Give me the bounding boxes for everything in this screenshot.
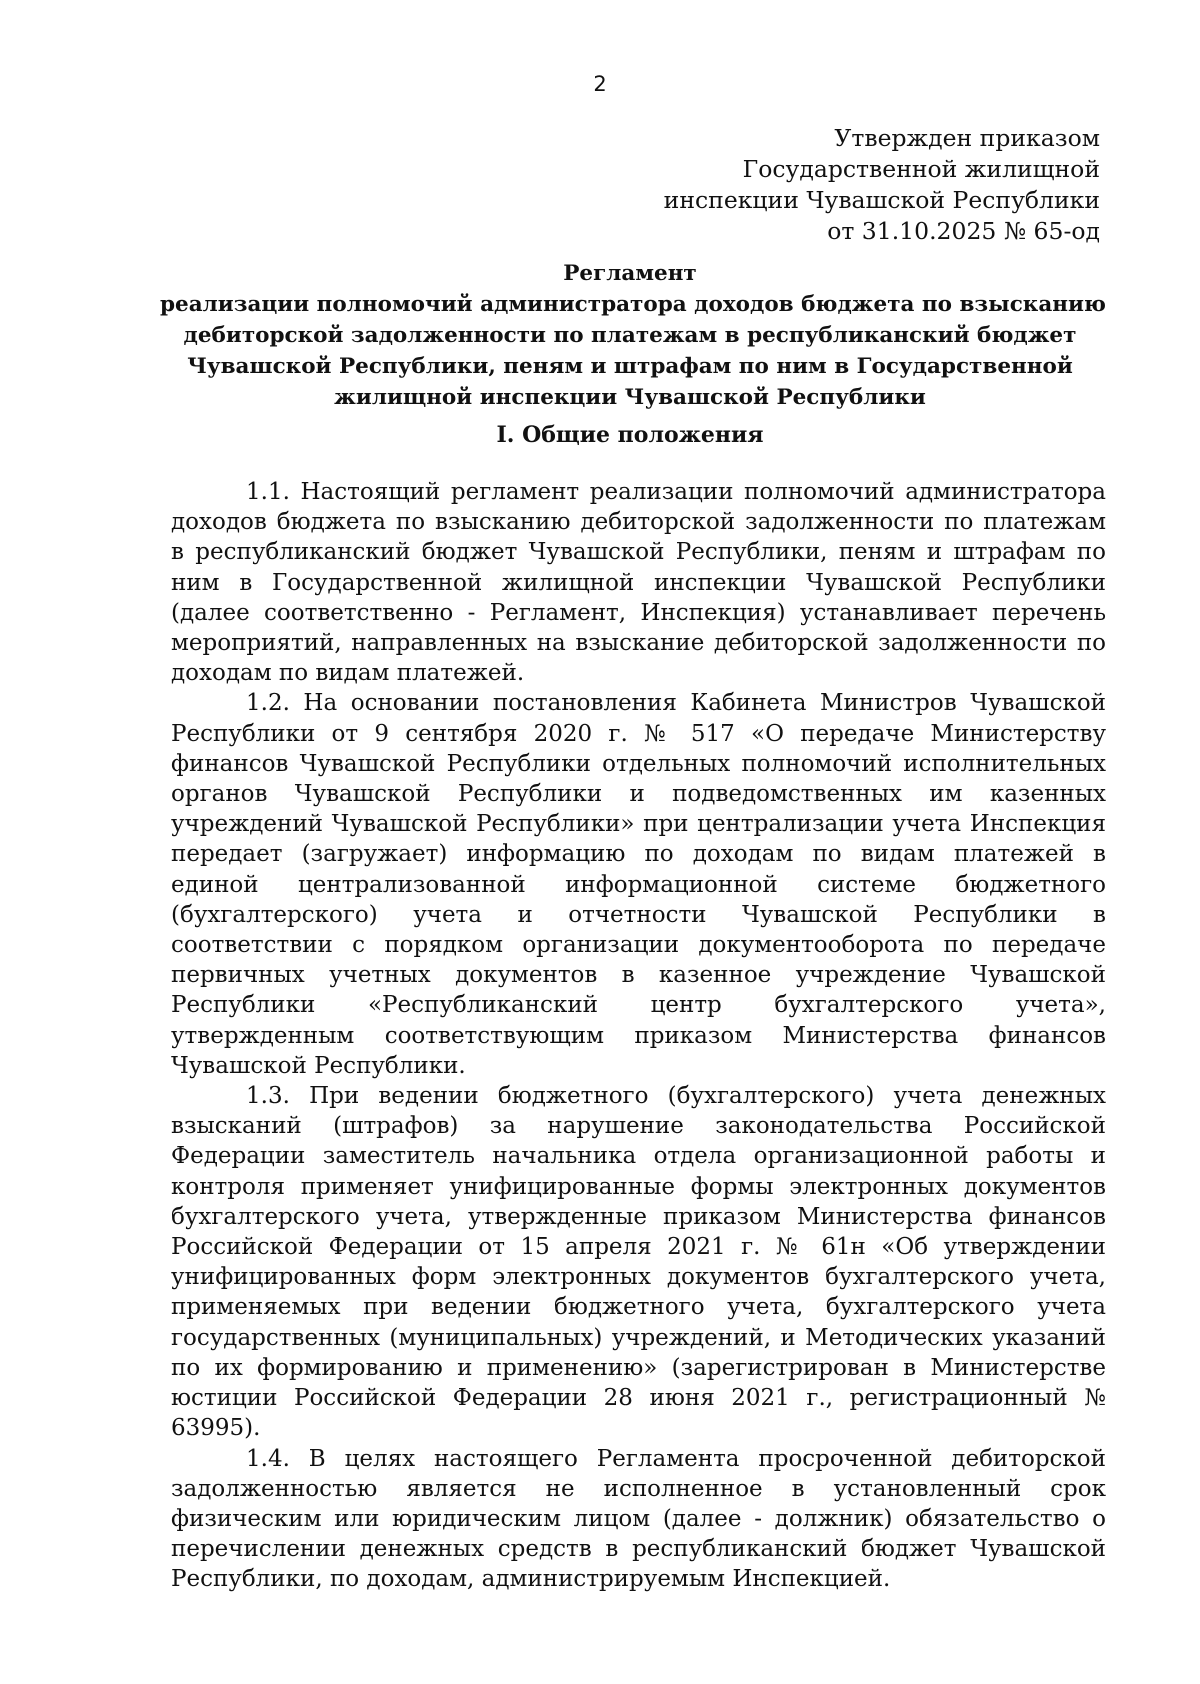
approval-line: Государственной жилищной <box>742 155 1100 183</box>
approval-line: инспекции Чувашской Республики <box>663 186 1100 214</box>
document-title <box>160 258 1106 413</box>
paragraph-1-2: 1.2. На основании постановления Кабинета Министров Чувашской Республики от 9 сентября 2020 г. № 517 «О передаче Министерству финансов Чувашской Республики отдельных полномочий исполнительных органов Чувашской Республики и подведомственных им казенных учреждений Чувашской Республики» при централизации учета Инспекция передает (загружает) информацию по доходам по видам платежей в единой централизованной информационной системе бюджетного (бухгалтерского) учета и отчетности Чувашской Республики в соответствии с порядком организации документооборота по передаче первичных учетных документов в казенное учреждение Чувашской Республики «Республиканский центр бухгалтерского учета», утвержденным соответствующим приказом Министерства финансов Чувашской Республики. <box>171 690 1106 1079</box>
paragraph-1-1: 1.1. Настоящий регламент реализации полномочий администратора доходов бюджета по взысканию дебиторской задолженности по платежам в республиканский бюджет Чувашской Республики, пеням и штрафам по ним в Государственной жилищной инспекции Чувашской Республики (далее соответственно - Регламент, Инспекция) устанавливает перечень мероприятий, направленных на взыскание дебиторской задолженности по доходам по видам платежей. <box>171 479 1106 687</box>
approval-date-number: от 31.10.2025 № 65-од <box>827 217 1100 245</box>
document-body <box>171 477 1106 1595</box>
title-line: Регламент <box>563 261 697 286</box>
approval-stamp-block <box>540 123 1100 247</box>
title-line: Чувашской Республики, пеням и штрафам по ним в Государственной <box>187 354 1073 379</box>
approval-line: Утвержден приказом <box>834 124 1100 152</box>
section-heading: I. Общие положения <box>496 422 764 448</box>
title-line: реализации полномочий администратора доходов бюджета по взысканию <box>160 292 1106 317</box>
paragraph-1-4: 1.4. В целях настоящего Регламента просроченной дебиторской задолженностью является не исполненное в установленный срок физическим или юридическим лицом (далее - должник) обязательство о перечислении денежных средств в республиканский бюджет Чувашской Республики, по доходам, администрируемым Инспекцией. <box>171 1445 1106 1593</box>
title-line: дебиторской задолженности по платежам в республиканский бюджет <box>183 323 1077 348</box>
page-number: 2 <box>593 72 607 96</box>
title-line: жилищной инспекции Чувашской Республики <box>334 385 926 410</box>
paragraph-1-3: 1.3. При ведении бюджетного (бухгалтерского) учета денежных взысканий (штрафов) за нарушение законодательства Российской Федерации заместитель начальника отдела организационной работы и контроля применяет унифицированные формы электронных документов бухгалтерского учета, утвержденные приказом Министерства финансов Российской Федерации от 15 апреля 2021 г. № 61н «Об утверждении унифицированных форм электронных документов бухгалтерского учета, применяемых при ведении бюджетного учета, бухгалтерского учета государственных (муниципальных) учреждений, и Методических указаний по их формированию и применению» (зарегистрирован в Министерстве юстиции Российской Федерации 28 июня 2021 г., регистрационный № 63995). <box>171 1083 1106 1442</box>
